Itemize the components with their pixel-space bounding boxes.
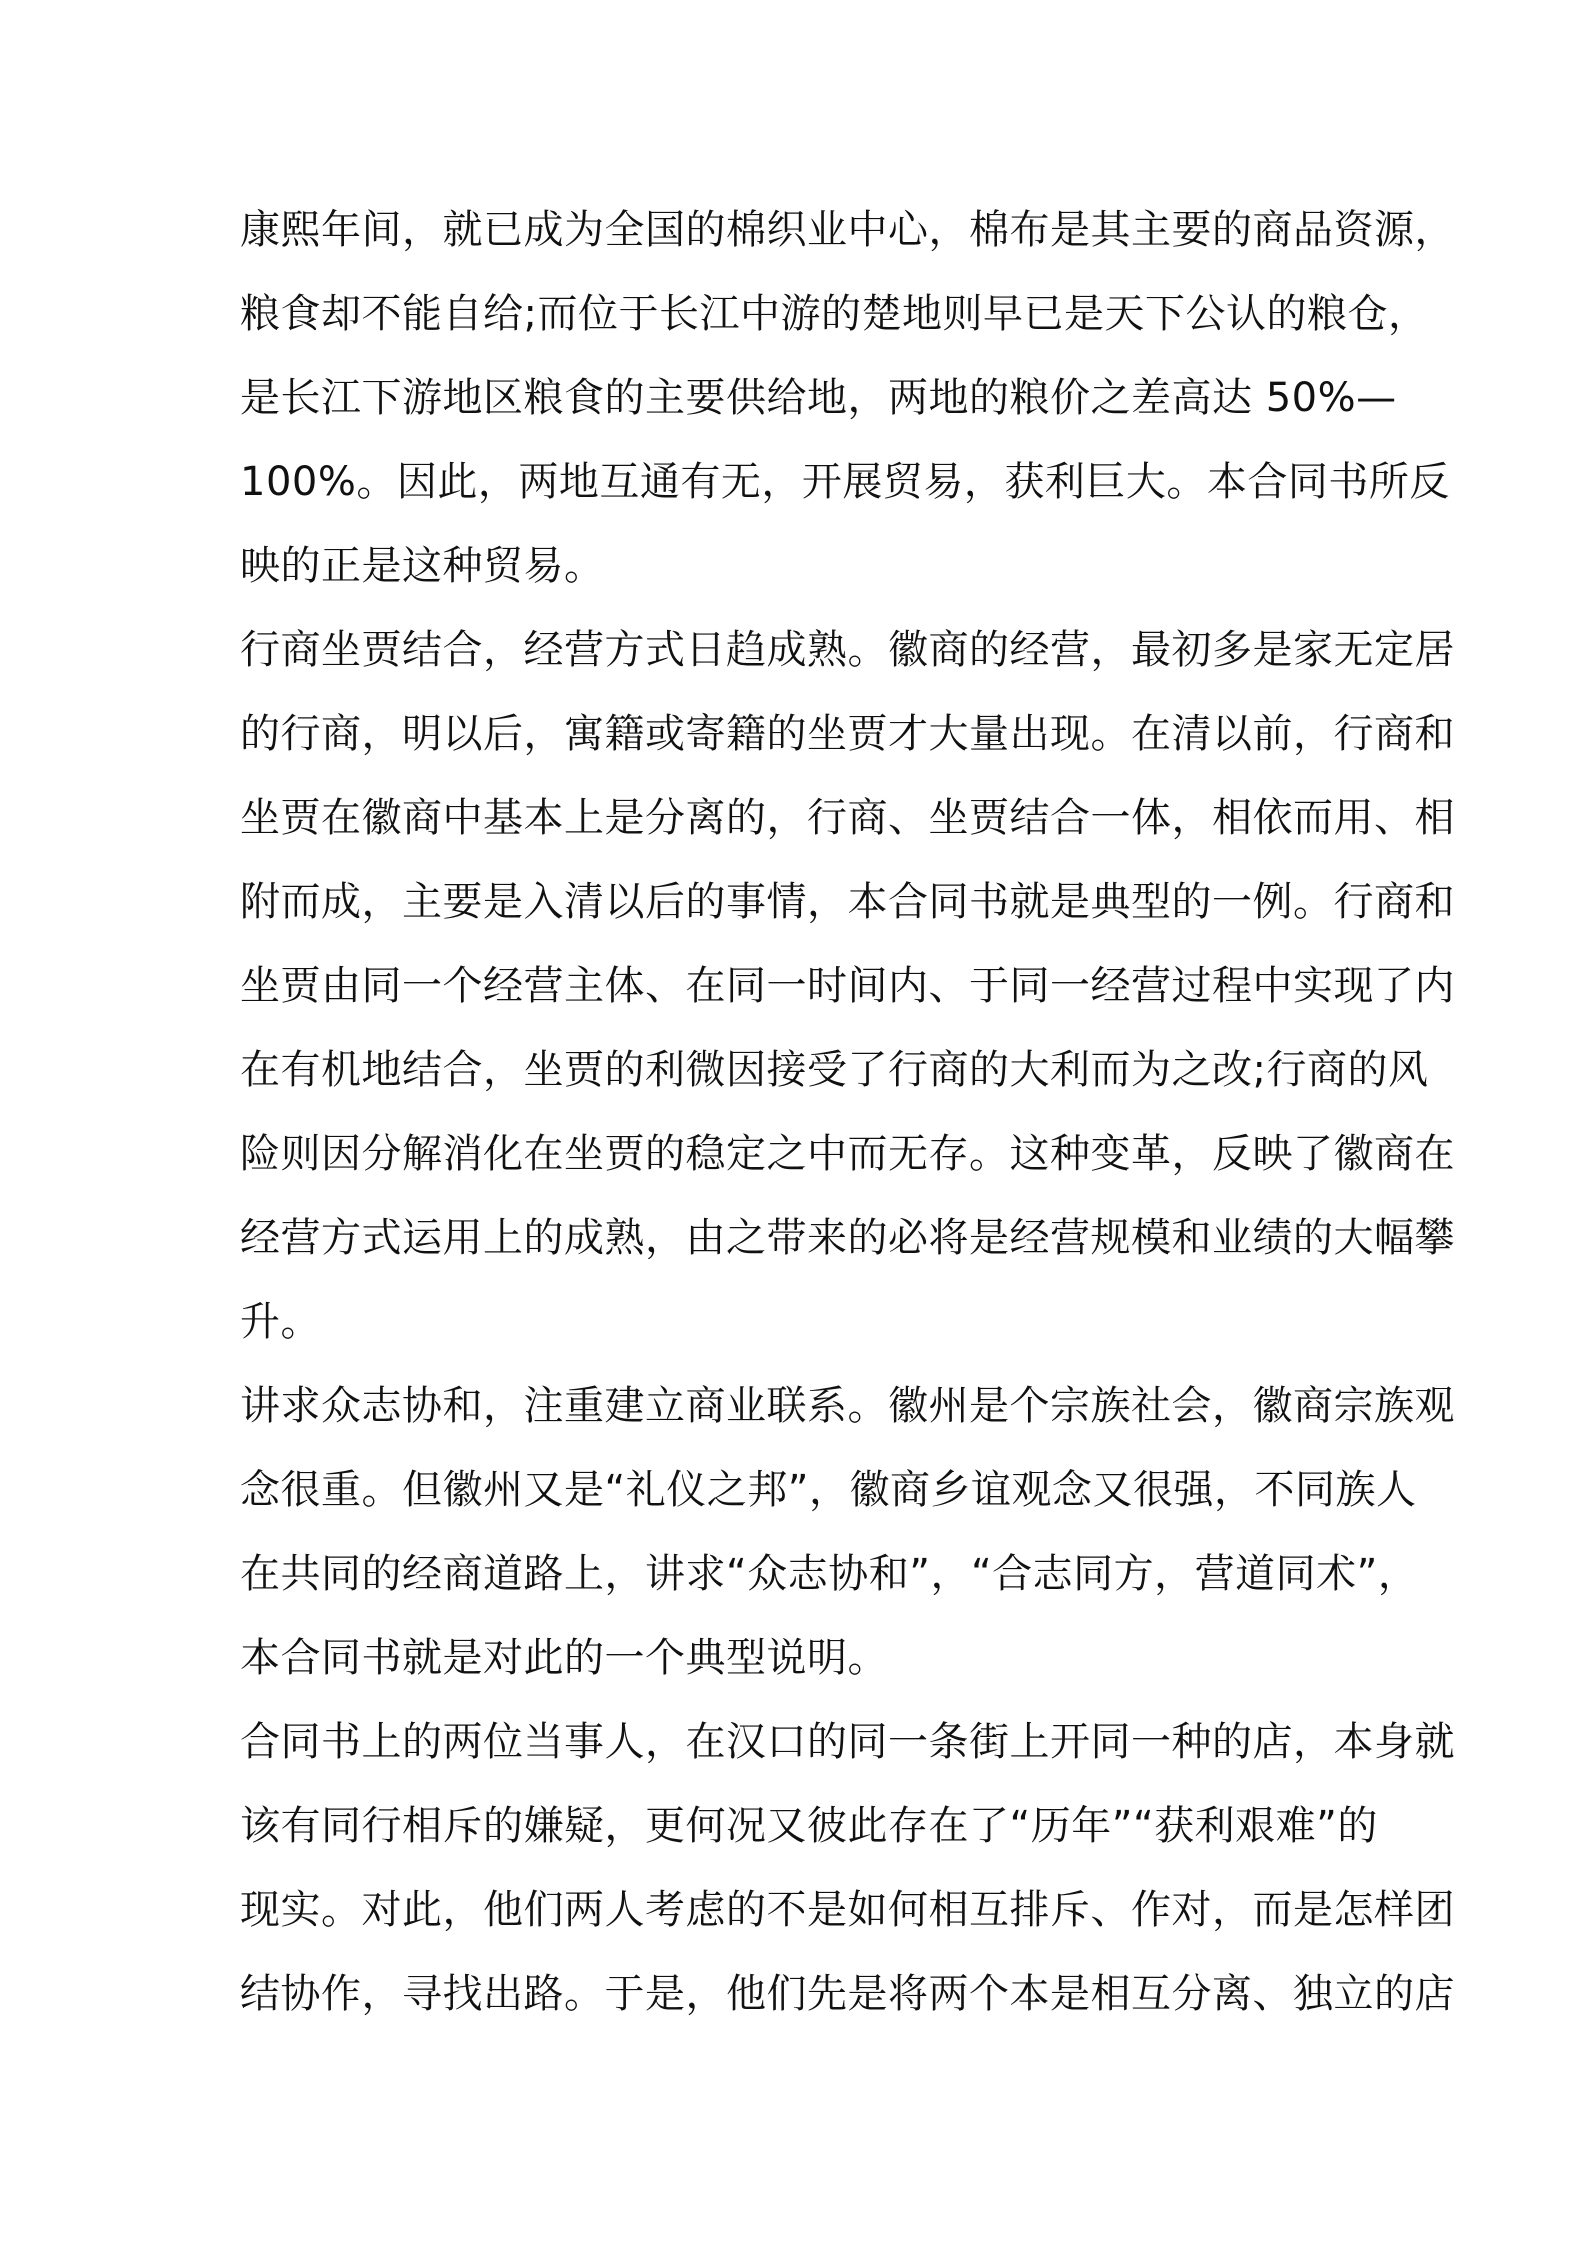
text-line: 现实。对此，他们两人考虑的不是如何相互排斥、作对，而是怎样团 [240,1887,1455,1933]
text-line: 念很重。但徽州又是“礼仪之邦”，徽商乡谊观念又很强，不同族人 [240,1467,1417,1513]
document-body [240,188,1455,2036]
paragraph [240,1700,1455,2036]
paragraph [240,608,1455,1364]
text-line: 本合同书就是对此的一个典型说明。 [240,1635,888,1681]
text-line: 坐贾由同一个经营主体、在同一时间内、于同一经营过程中实现了内 [240,963,1455,1009]
text-line: 经营方式运用上的成熟，由之带来的必将是经营规模和业绩的大幅攀 [240,1215,1455,1261]
text-line: 的行商，明以后，寓籍或寄籍的坐贾才大量出现。在清以前，行商和 [240,711,1455,757]
text-line: 讲求众志协和，注重建立商业联系。徽州是个宗族社会，徽商宗族观 [240,1383,1455,1429]
text-line: 在共同的经商道路上，讲求“众志协和”，“合志同方，营道同术”， [240,1551,1419,1597]
text-line: 是长江下游地区粮食的主要供给地，两地的粮价之差高达 50%— [240,375,1397,421]
text-line: 映的正是这种贸易。 [240,543,605,589]
text-line: 在有机地结合，坐贾的利微因接受了行商的大利而为之改;行商的风 [240,1047,1429,1093]
text-line: 结协作，寻找出路。于是，他们先是将两个本是相互分离、独立的店 [240,1971,1455,2017]
text-line: 100%。因此，两地互通有无，开展贸易，获利巨大。本合同书所反 [240,459,1450,505]
paragraph [240,1364,1455,1700]
text-line: 坐贾在徽商中基本上是分离的，行商、坐贾结合一体，相依而用、相 [240,795,1455,841]
paragraph [240,188,1455,608]
text-line: 康熙年间，就已成为全国的棉织业中心，棉布是其主要的商品资源， [240,207,1455,253]
text-line: 险则因分解消化在坐贾的稳定之中而无存。这种变革，反映了徽商在 [240,1131,1455,1177]
text-line: 该有同行相斥的嫌疑，更何况又彼此存在了“历年”“获利艰难”的 [240,1803,1378,1849]
text-line: 附而成，主要是入清以后的事情，本合同书就是典型的一例。行商和 [240,879,1455,925]
text-line: 合同书上的两位当事人，在汉口的同一条街上开同一种的店，本身就 [240,1719,1455,1765]
text-line: 行商坐贾结合，经营方式日趋成熟。徽商的经营，最初多是家无定居 [240,627,1455,673]
text-line: 升。 [240,1299,321,1345]
text-line: 粮食却不能自给;而位于长江中游的楚地则早已是天下公认的粮仓， [240,291,1429,337]
